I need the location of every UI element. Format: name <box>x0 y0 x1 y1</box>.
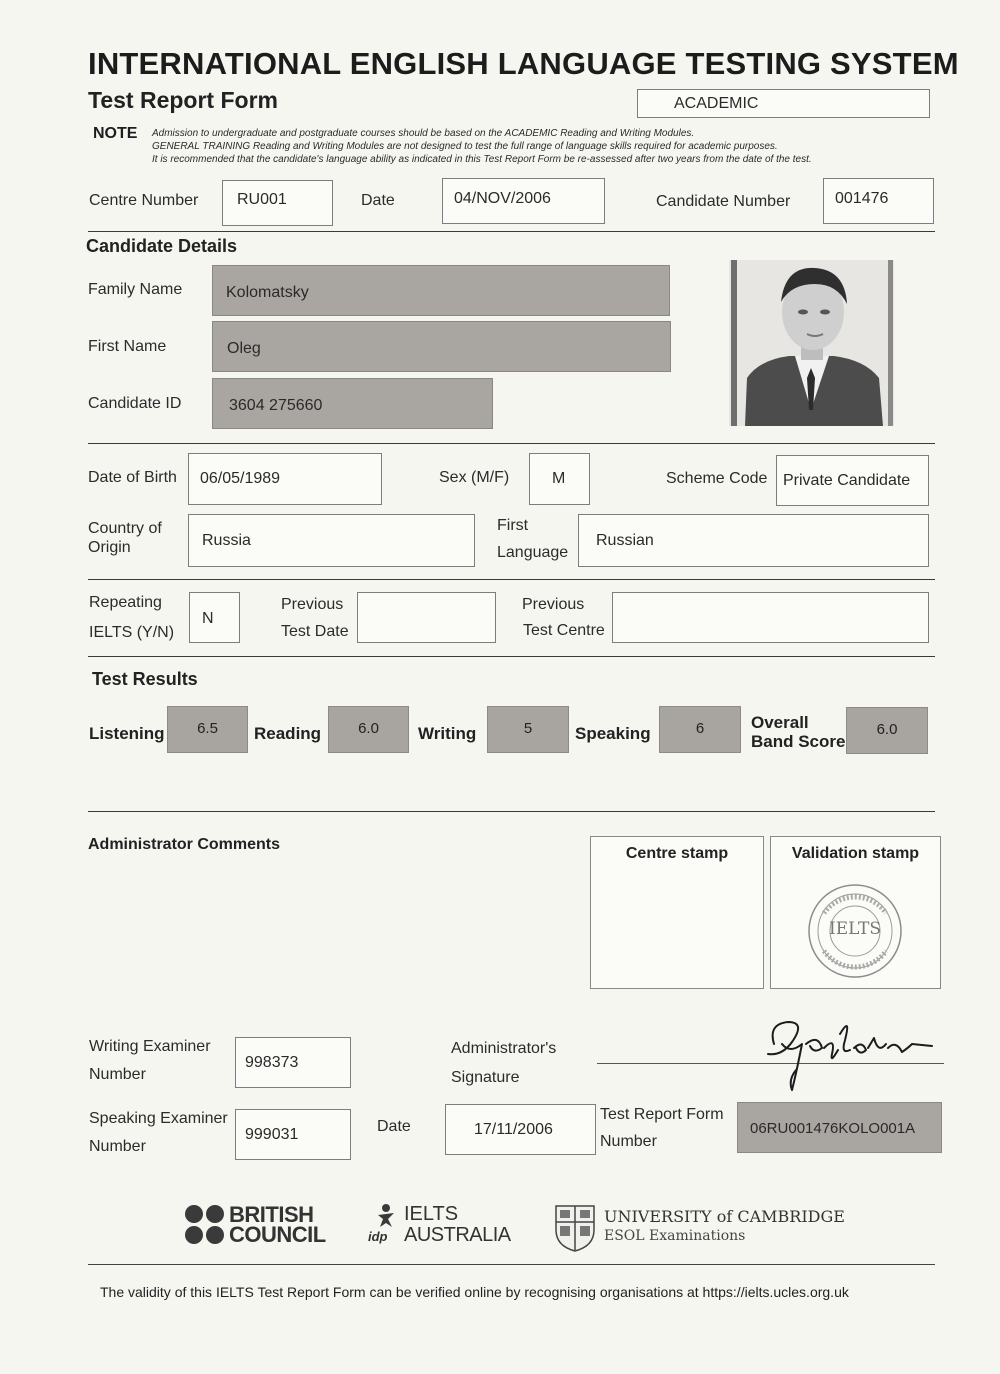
ielts-logo-line1: IELTS <box>404 1203 459 1225</box>
family-name-value: Kolomatsky <box>226 284 309 301</box>
divider <box>88 579 935 580</box>
first-name-value: Oleg <box>227 340 261 357</box>
previous-date-box <box>357 592 496 643</box>
family-name-label: Family Name <box>88 281 183 298</box>
cambridge-crest-icon <box>554 1204 596 1252</box>
repeating-label-line2: IELTS (Y/N) <box>89 624 175 641</box>
repeating-label-line1: Repeating <box>89 594 162 611</box>
writing-examiner-value: 998373 <box>245 1054 299 1071</box>
validation-stamp-label: Validation stamp <box>791 845 920 862</box>
centre-number-box <box>222 180 333 226</box>
administrator-signature <box>762 1014 942 1094</box>
family-name-box <box>212 265 670 316</box>
first-name-box <box>212 321 671 372</box>
test-results-title: Test Results <box>92 669 198 689</box>
country-value: Russia <box>202 532 251 549</box>
cambridge-line2: ESOL Examinations <box>604 1228 746 1244</box>
admin-date-box <box>445 1104 596 1155</box>
note-line: It is recommended that the candidate's language ability as indicated in this Test Report Form be re-assessed after two years from the date of the test. <box>152 154 812 165</box>
dob-label: Date of Birth <box>88 469 177 486</box>
overall-label-line1: Overall <box>751 713 809 732</box>
form-title: INTERNATIONAL ENGLISH LANGUAGE TESTING SYSTEM <box>88 46 959 81</box>
british-council-logo <box>184 1204 324 1246</box>
speaking-examiner-box <box>235 1109 351 1160</box>
divider <box>88 443 935 444</box>
date-label: Date <box>361 192 395 209</box>
validation-stamp-box <box>770 836 941 989</box>
listening-label: Listening <box>89 724 165 743</box>
cambridge-logo <box>554 1204 844 1252</box>
admin-signature-label-line2: Signature <box>451 1069 520 1086</box>
validation-seal-text: IELTS <box>829 919 882 939</box>
trf-number-label-line2: Number <box>600 1133 657 1150</box>
note-line: GENERAL TRAINING Reading and Writing Modules are not designed to test the full range of language skills required for academic purposes. <box>152 141 778 152</box>
cambridge-line1: UNIVERSITY of CAMBRIDGE <box>604 1207 845 1226</box>
module-value: ACADEMIC <box>674 95 759 112</box>
centre-stamp-box <box>590 836 764 989</box>
first-language-label-line2: Language <box>497 544 569 561</box>
divider <box>88 231 935 232</box>
candidate-id-box <box>212 378 493 429</box>
scheme-code-box <box>776 455 929 506</box>
reading-score: 6.0 <box>328 706 409 753</box>
country-box <box>188 514 475 567</box>
speaking-examiner-label-line1: Speaking Examiner <box>89 1110 228 1127</box>
british-council-line1: BRITISH <box>229 1202 314 1227</box>
candidate-id-value: 3604 275660 <box>229 397 323 414</box>
centre-stamp-label: Centre stamp <box>625 845 729 862</box>
previous-date-label-line1: Previous <box>281 596 344 613</box>
writing-label: Writing <box>418 724 477 743</box>
idp-text: idp <box>368 1229 388 1244</box>
british-council-line2: COUNCIL <box>229 1222 326 1247</box>
admin-signature-label-line1: Administrator's <box>451 1040 557 1057</box>
sex-box <box>529 453 590 505</box>
note-line: Admission to undergraduate and postgraduate courses should be based on the ACADEMIC Reading and Writing Modules. <box>152 128 695 139</box>
writing-examiner-label-line2: Number <box>89 1066 146 1083</box>
writing-score: 5 <box>487 706 569 753</box>
candidate-photo <box>729 260 894 426</box>
overall-label-line2: Band Score <box>751 732 846 751</box>
first-name-label: First Name <box>88 338 167 355</box>
previous-date-label-line2: Test Date <box>281 623 349 640</box>
admin-date-value: 17/11/2006 <box>474 1121 553 1138</box>
first-language-value: Russian <box>596 532 654 549</box>
trf-number-value: 06RU001476KOLO001A <box>750 1120 916 1137</box>
ielts-logo-line2: AUSTRALIA <box>404 1224 511 1246</box>
sex-label: Sex (M/F) <box>439 469 510 486</box>
speaking-score: 6 <box>659 706 741 753</box>
candidate-number-box <box>823 178 934 224</box>
writing-examiner-box <box>235 1037 351 1088</box>
sex-value: M <box>552 470 566 487</box>
dob-value: 06/05/1989 <box>200 470 281 487</box>
form-subtitle: Test Report Form <box>88 87 278 113</box>
trf-number-box <box>737 1102 942 1153</box>
divider <box>88 656 935 657</box>
writing-examiner-label-line1: Writing Examiner <box>89 1038 211 1055</box>
divider <box>88 811 935 812</box>
admin-date-label: Date <box>377 1118 411 1135</box>
overall-band-score: 6.0 <box>846 707 928 754</box>
divider <box>88 1264 935 1265</box>
note-label: NOTE <box>93 125 138 142</box>
candidate-number-value: 001476 <box>835 190 889 207</box>
first-language-box <box>578 514 929 567</box>
idp-figure-icon <box>372 1203 400 1229</box>
date-value: 04/NOV/2006 <box>454 190 551 207</box>
speaking-examiner-label-line2: Number <box>89 1138 146 1155</box>
centre-number-label: Centre Number <box>89 192 199 209</box>
centre-number-value: RU001 <box>237 191 287 208</box>
listening-score: 6.5 <box>167 706 248 753</box>
candidate-number-label: Candidate Number <box>656 193 791 210</box>
previous-centre-label-line2: Test Centre <box>523 622 605 639</box>
candidate-details-title: Candidate Details <box>86 236 238 256</box>
ielts-australia-logo <box>368 1203 513 1247</box>
note-text <box>152 127 812 166</box>
module-box <box>637 89 930 118</box>
date-box <box>442 178 605 224</box>
dob-box <box>188 453 382 505</box>
repeating-value: N <box>202 610 214 627</box>
speaking-examiner-value: 999031 <box>245 1126 299 1143</box>
scheme-code-value: Private Candidate <box>783 472 911 489</box>
previous-centre-box <box>612 592 929 643</box>
speaking-label: Speaking <box>575 724 651 743</box>
trf-number-label-line1: Test Report Form <box>600 1106 724 1123</box>
first-language-label-line1: First <box>497 517 529 534</box>
repeating-box <box>189 592 240 643</box>
candidate-id-label: Candidate ID <box>88 395 182 412</box>
scheme-code-label: Scheme Code <box>666 470 768 487</box>
administrator-comments-label: Administrator Comments <box>88 836 281 853</box>
reading-label: Reading <box>254 724 322 743</box>
country-label-line2: Origin <box>88 539 131 556</box>
previous-centre-label-line1: Previous <box>522 596 585 613</box>
british-council-dots-icon <box>184 1204 226 1246</box>
footer-verification-text: The validity of this IELTS Test Report Form can be verified online by recognising organisations at https://ielts.ucles.org.uk <box>100 1284 849 1300</box>
country-label-line1: Country of <box>88 520 162 537</box>
